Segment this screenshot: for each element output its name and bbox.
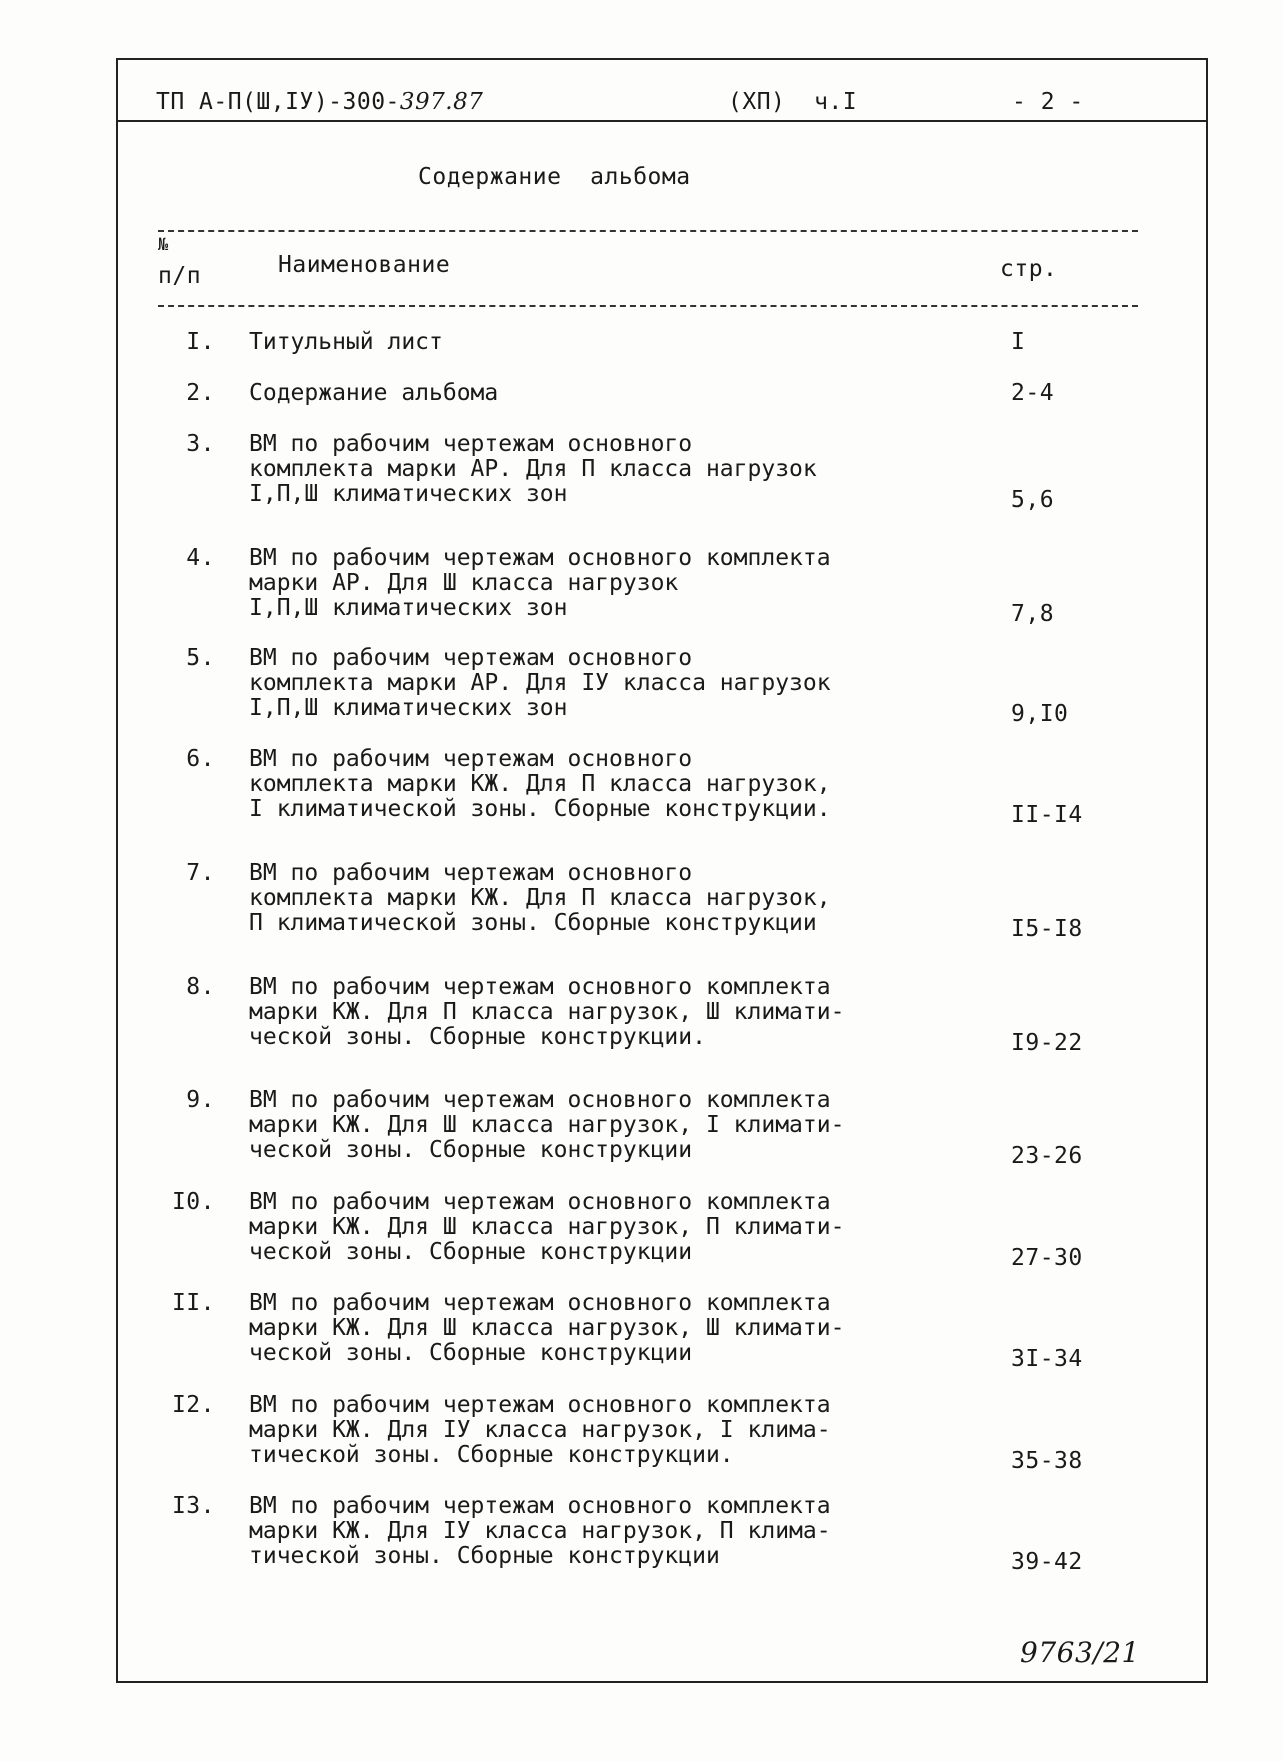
item-title-line: I климатической зоны. Сборные конструкции. (249, 796, 831, 822)
col-no-label: п/п (158, 263, 202, 289)
item-title-line: I,П,Ш климатических зон (249, 695, 568, 721)
item-title-line: ческой зоны. Сборные конструкции (249, 1340, 693, 1366)
item-title-line: I,П,Ш климатических зон (249, 481, 568, 507)
item-page: 2-4 (1011, 380, 1055, 406)
item-title-line: комплекта марки КЖ. Для П класса нагрузок, (249, 771, 831, 797)
item-page: I5-I8 (1011, 916, 1083, 942)
item-title-line: марки КЖ. Для IУ класса нагрузок, I клима- (249, 1417, 831, 1443)
item-title-line: комплекта марки АР. Для П класса нагрузок (249, 456, 817, 482)
item-title-line: тической зоны. Сборные конструкции. (249, 1442, 734, 1468)
item-title-line: марки КЖ. Для Ш класса нагрузок, Ш климати- (249, 1315, 845, 1341)
item-title-line: Содержание альбома (249, 380, 499, 406)
item-title-line: тической зоны. Сборные конструкции (249, 1543, 720, 1569)
item-number: I2. (171, 1392, 215, 1418)
col-no-symbol: № (158, 235, 169, 255)
item-title-line: ческой зоны. Сборные конструкции. (249, 1024, 706, 1050)
item-title-line: марки КЖ. Для Ш класса нагрузок, I климати- (249, 1112, 845, 1138)
item-page: 7,8 (1011, 601, 1055, 627)
item-number: I0. (171, 1189, 215, 1215)
code-handwritten: 397.87 (399, 89, 484, 115)
page-title: Содержание альбома (418, 164, 691, 190)
item-number: 4. (186, 545, 215, 571)
item-page: 5,6 (1011, 487, 1055, 513)
item-number: 9. (186, 1087, 215, 1113)
item-page: 3I-34 (1011, 1346, 1083, 1372)
table-top-rule (158, 230, 1138, 232)
item-title-line: марки АР. Для Ш класса нагрузок (249, 570, 679, 596)
item-title-line: марки КЖ. Для Ш класса нагрузок, П климати- (249, 1214, 845, 1240)
item-title-line: марки КЖ. Для IУ класса нагрузок, П клима- (249, 1518, 831, 1544)
item-title-line: комплекта марки КЖ. Для П класса нагрузок, (249, 885, 831, 911)
item-title-line: П климатической зоны. Сборные конструкции (249, 910, 817, 936)
item-title-line: I,П,Ш климатических зон (249, 595, 568, 621)
item-page: 27-30 (1011, 1245, 1083, 1271)
item-title-line: ВМ по рабочим чертежам основного комплекта (249, 974, 831, 1000)
item-page: I (1011, 329, 1026, 355)
item-title-line: ческой зоны. Сборные конструкции (249, 1239, 693, 1265)
item-title-line: ВМ по рабочим чертежам основного комплекта (249, 1189, 831, 1215)
part-label: (ХП) ч.I (728, 89, 858, 115)
item-number: 7. (186, 860, 215, 886)
document-code (156, 90, 483, 115)
item-page: 35-38 (1011, 1448, 1083, 1474)
item-title-line: ческой зоны. Сборные конструкции (249, 1137, 693, 1163)
item-number: II. (171, 1290, 215, 1316)
item-title-line: марки КЖ. Для П класса нагрузок, Ш климати- (249, 999, 845, 1025)
item-title-line: Титульный лист (249, 329, 443, 355)
header-divider (116, 120, 1206, 122)
code-prefix: ТП А-П(Ш,IУ)-300- (156, 89, 400, 115)
item-number: 3. (186, 431, 215, 457)
item-page: I9-22 (1011, 1030, 1083, 1056)
item-number: 8. (186, 974, 215, 1000)
item-title-line: ВМ по рабочим чертежам основного комплекта (249, 1493, 831, 1519)
table-header-rule (158, 305, 1138, 307)
item-number: I3. (171, 1493, 215, 1519)
page-number: - 2 - (1012, 89, 1084, 115)
inventory-number: 9763/21 (1020, 1636, 1140, 1669)
item-title-line: ВМ по рабочим чертежам основного комплекта (249, 1290, 831, 1316)
item-title-line: ВМ по рабочим чертежам основного комплекта (249, 545, 831, 571)
item-page: II-I4 (1011, 802, 1083, 828)
item-number: 2. (186, 380, 215, 406)
col-page-header: стр. (1000, 256, 1058, 282)
item-title-line: ВМ по рабочим чертежам основного (249, 860, 693, 886)
item-title-line: ВМ по рабочим чертежам основного комплекта (249, 1087, 831, 1113)
item-title-line: ВМ по рабочим чертежам основного (249, 645, 693, 671)
item-title-line: ВМ по рабочим чертежам основного комплекта (249, 1392, 831, 1418)
item-title-line: комплекта марки АР. Для IУ класса нагрузок (249, 670, 831, 696)
col-name-header: Наименование (278, 252, 451, 278)
item-number: 6. (186, 746, 215, 772)
item-page: 9,I0 (1011, 701, 1069, 727)
item-number: I. (186, 329, 215, 355)
item-number: 5. (186, 645, 215, 671)
item-title-line: ВМ по рабочим чертежам основного (249, 431, 693, 457)
item-title-line: ВМ по рабочим чертежам основного (249, 746, 693, 772)
item-page: 39-42 (1011, 1549, 1083, 1575)
item-page: 23-26 (1011, 1143, 1083, 1169)
